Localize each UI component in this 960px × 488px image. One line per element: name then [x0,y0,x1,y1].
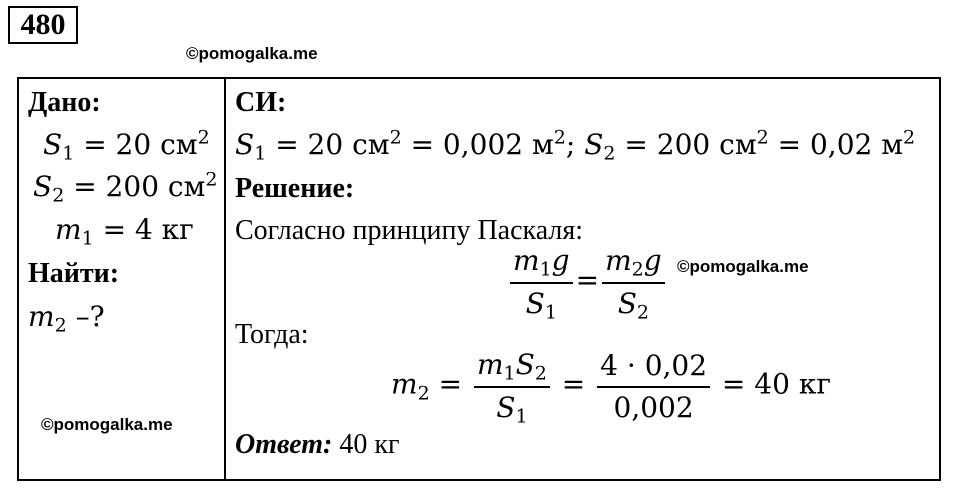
watermark: ©pomogalka.me [41,415,173,434]
pascal-text: Согласно принципу Паскаля: [235,215,584,246]
fraction: $\frac{m_2g}{S_2}$ [602,245,665,321]
watermark: ©pomogalka.me [186,44,318,63]
column-divider [224,79,226,479]
si-conversion-line: $S_1 = 20$ $см^2 = 0,002$ $м^2$; $S_2 = 200$ $см^2 = 0,02$ $м^2$ [235,126,916,165]
answer-line [235,431,399,459]
result-equation: $m_2$ = $\frac{m_1S_2}{S_1}$ = $\frac{4 \cdot 0,02}{0,002}$ = 40 кг [391,348,831,428]
given-m1: $m_1 = 4$ кг [55,213,194,250]
fraction: $\frac{m_1S_2}{S_1}$ [474,349,550,425]
given-s2: $S_2 = 200$ $см^2$ [33,168,218,207]
fraction: $\frac{m_1g}{S_1}$ [510,245,573,321]
problem-number: 480 [8,6,78,44]
given-title: Дано: [28,87,101,118]
watermark: ©pomogalka.me [677,257,809,276]
solution-title: Решение: [235,173,355,204]
given-s1: $S_1 = 20$ $см^2$ [43,126,210,165]
answer-value: 40 кг [332,429,400,460]
fraction: $\frac{4 \cdot 0,02}{0,002}$ [597,350,710,424]
answer-label: Ответ: [235,429,333,460]
pascal-equation: $\frac{m_1g}{S_1}$ = $\frac{m_2g}{S_2}$ [507,245,668,321]
solution-table [17,77,941,481]
then-text: Тогда: [235,319,309,350]
find-title: Найти: [28,258,120,289]
find-m2: $m_2$ –? [28,300,105,337]
si-title: СИ: [235,87,287,118]
